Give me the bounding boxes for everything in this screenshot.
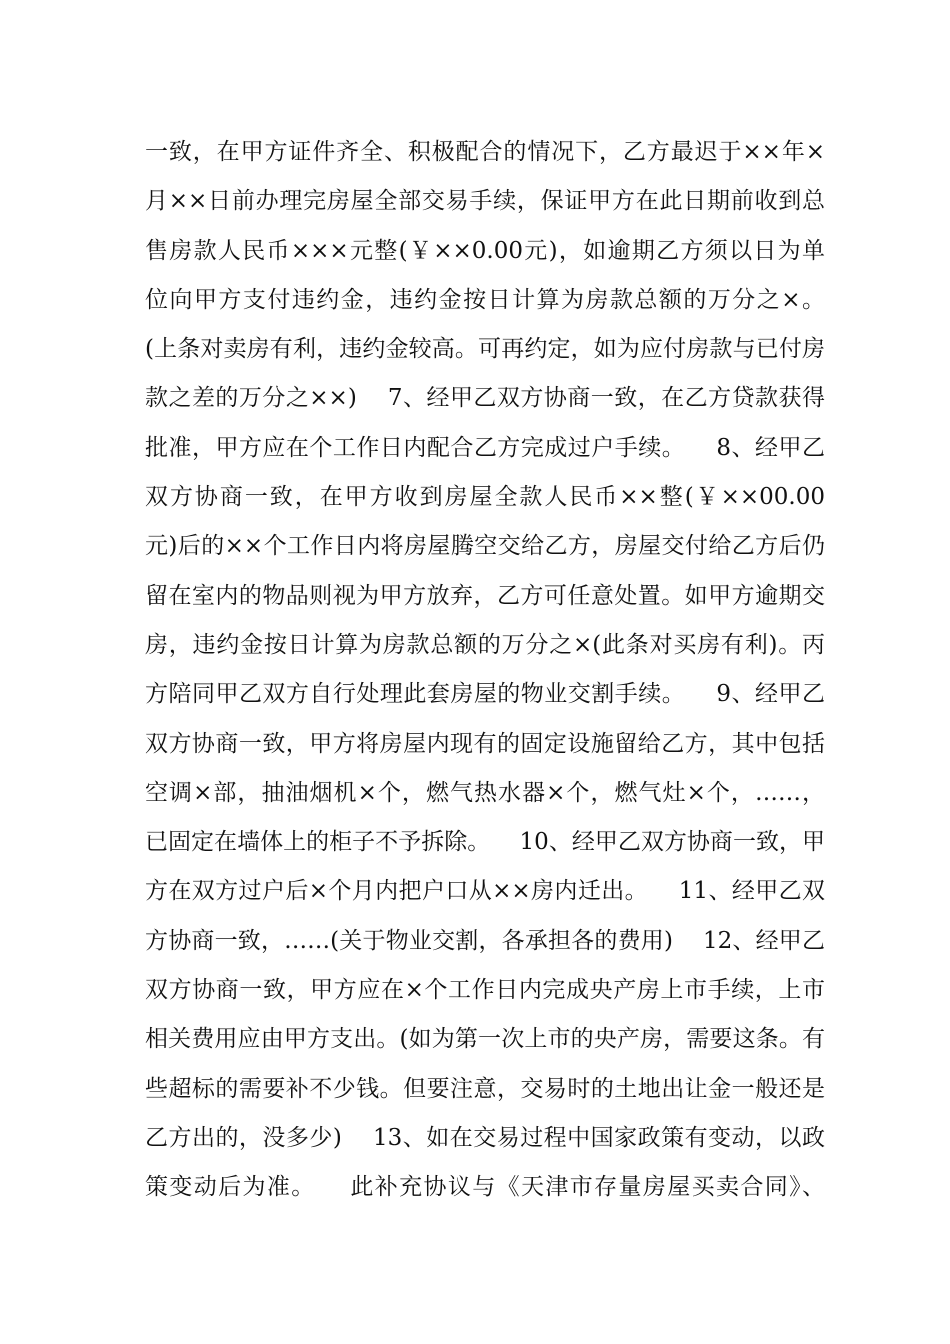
text-line-14: 空调×部，抽油烟机×个，燃气热水器×个，燃气灶×个，……， [145, 779, 825, 806]
text-line-8: 双方协商一致，在甲方收到房屋全款人民币××整(￥××00.00 [145, 484, 825, 511]
text-line-20: 些超标的需要补不少钱。但要注意，交易时的土地出让金一般还是 [145, 1075, 825, 1102]
text-line-18: 双方协商一致，甲方应在×个工作日内完成央产房上市手续，上市 [145, 977, 825, 1004]
text-line-5: (上条对卖房有利，违约金较高。可再约定，如为应付房款与已付房 [145, 336, 825, 363]
text-line-16: 方在双方过户后×个月内把户口从××房内迁出。 11、经甲乙双 [145, 878, 825, 905]
contract-text-body [145, 128, 825, 1213]
text-line-7: 批准，甲方应在个工作日内配合乙方完成过户手续。 8、经甲乙 [145, 434, 825, 461]
text-line-1: 一致，在甲方证件齐全、积极配合的情况下，乙方最迟于××年× [145, 139, 825, 165]
text-line-6: 款之差的万分之××) 7、经甲乙双方协商一致，在乙方贷款获得 [145, 385, 825, 412]
text-line-12: 方陪同甲乙双方自行处理此套房屋的物业交割手续。 9、经甲乙 [145, 681, 825, 708]
text-line-22: 策变动后为准。 此补充协议与《天津市存量房屋买卖合同》、 [145, 1174, 825, 1201]
text-line-13: 双方协商一致，甲方将房屋内现有的固定设施留给乙方，其中包括 [145, 730, 825, 757]
text-line-4: 位向甲方支付违约金，违约金按日计算为房款总额的万分之×。 [145, 286, 825, 313]
text-line-9: 元)后的××个工作日内将房屋腾空交给乙方，房屋交付给乙方后仍 [145, 533, 825, 560]
text-line-11: 房，违约金按日计算为房款总额的万分之×(此条对买房有利)。丙 [145, 631, 825, 658]
text-line-10: 留在室内的物品则视为甲方放弃，乙方可任意处置。如甲方逾期交 [145, 582, 825, 609]
text-line-17: 方协商一致，……(关于物业交割，各承担各的费用) 12、经甲乙 [145, 927, 825, 954]
text-line-15: 已固定在墙体上的柜子不予拆除。 10、经甲乙双方协商一致，甲 [145, 829, 825, 856]
text-line-2: 月××日前办理完房屋全部交易手续，保证甲方在此日期前收到总 [145, 188, 825, 215]
text-line-19: 相关费用应由甲方支出。(如为第一次上市的央产房，需要这条。有 [145, 1026, 825, 1053]
text-line-3: 售房款人民币×××元整(￥××0.00元)，如逾期乙方须以日为单 [145, 237, 825, 264]
text-line-21: 乙方出的，没多少) 13、如在交易过程中国家政策有变动，以政 [145, 1124, 825, 1151]
